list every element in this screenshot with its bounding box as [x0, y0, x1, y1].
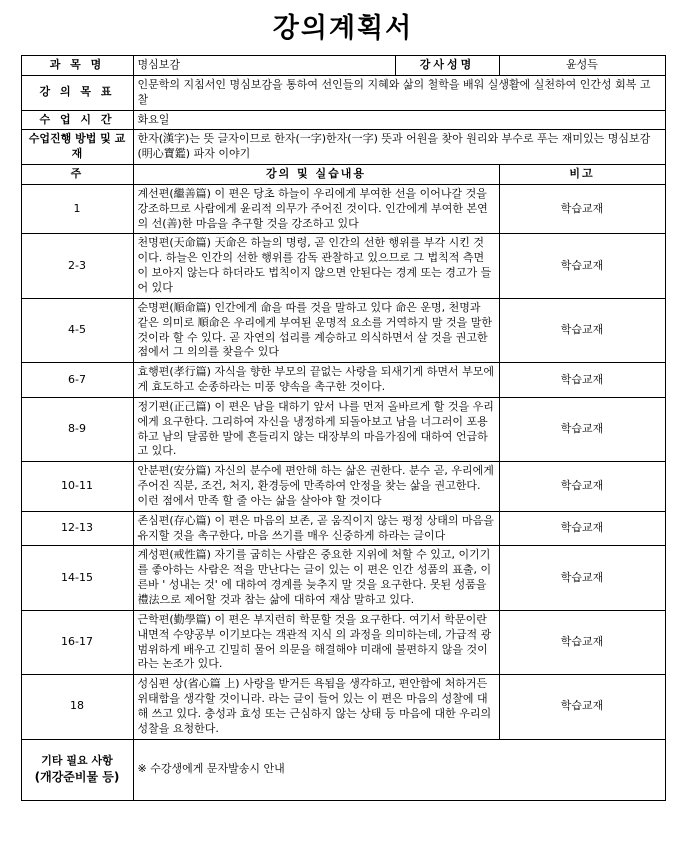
- table-row: [21, 397, 665, 461]
- note-cell: 학습교재: [499, 363, 665, 398]
- table-row: [21, 184, 665, 234]
- content-cell: 순명편(順命篇) 인간에게 命을 따를 것을 말하고 있다 命은 운명, 천명과 같은 의미로 順命은 우리에게 부여된 운명적 요소를 거역하지 말 것을 말한 것이라 할 수 있다. 곧 자연의 섭리를 계승하고 의식하면서 살 것을 권고한 점에서 그 의의를 찾을수 있다: [133, 298, 499, 362]
- content-cell: 효행편(孝行篇) 자식을 향한 부모의 끝없는 사랑을 되새기게 하면서 부모에게 효도하고 순종하라는 미풍 양속을 촉구한 것이다.: [133, 363, 499, 398]
- content-cell: 안분편(安分篇) 자신의 분수에 편안해 하는 삶은 권한다. 분수 곧, 우리에게 주어진 직분, 조건, 처지, 환경등에 만족하여 안정을 찾는 삶을 권고한다. 이런 점에서 만족 할 줄 아는 삶을 살아야 할 것이다: [133, 462, 499, 512]
- page-title: 강의계획서: [272, 13, 414, 44]
- week-cell: 16-17: [21, 610, 133, 674]
- note-cell: 학습교재: [499, 184, 665, 234]
- header-note: 비고: [499, 165, 665, 185]
- note-cell: 학습교재: [499, 234, 665, 298]
- goal-label: 강 의 목 표: [21, 75, 133, 110]
- etc-label-main: 기타 필요 사항: [41, 754, 113, 768]
- content-cell: 계선편(繼善篇) 이 편은 당초 하늘이 우리에게 부여한 선을 이어나갈 것을 강조하므로 사람에게 윤리적 의무가 주어진 것이다. 인간에게 부여한 본연의 선(善)한 마음을 추구할 것을 강조하고 있다: [133, 184, 499, 234]
- table-row-time: [21, 110, 665, 130]
- table-row: [21, 610, 665, 674]
- class-time-value: 화요일: [133, 110, 665, 130]
- class-time-label: 수 업 시 간: [21, 110, 133, 130]
- week-cell: 14-15: [21, 546, 133, 610]
- week-cell: 18: [21, 675, 133, 739]
- syllabus-table: [21, 55, 666, 801]
- etc-label: [21, 739, 133, 800]
- table-row: [21, 234, 665, 298]
- method-value: 한자(漢字)는 뜻 글자이므로 한자(一字)한자(一字) 뜻과 어원을 찾아 원리와 부수로 푸는 재미있는 명심보감(明心寶鑑) 파자 이야기: [133, 130, 665, 165]
- week-cell: 2-3: [21, 234, 133, 298]
- table-row: [21, 511, 665, 546]
- table-row-method: [21, 130, 665, 165]
- etc-value: ※ 수강생에게 문자발송시 안내: [133, 739, 665, 800]
- content-cell: 성심편 상(省心篇 上) 사랑을 받거든 욕됨을 생각하고, 편안함에 처하거든 위태함을 생각할 것이니라. 라는 글이 들어 있는 이 편은 마음의 성찰에 대해 쓰고 있다. 충성과 효성 또는 근심하지 않는 상태 등 마음에 대한 우리의 성찰을 요청한다.: [133, 675, 499, 739]
- table-row: [21, 462, 665, 512]
- week-cell: 1: [21, 184, 133, 234]
- week-cell: 10-11: [21, 462, 133, 512]
- table-header-row: [21, 165, 665, 185]
- content-cell: 천명편(天命篇) 天命은 하늘의 명령, 곧 인간의 선한 행위를 부각 시킨 것이다. 하늘은 인간의 선한 행위를 감독 관찰하고 있으므로 그 법칙적 측면이 보아지 않는다 하더라도 법칙이지 않으면 안된다는 경계 또는 경고가 들어 있다: [133, 234, 499, 298]
- subject-value: 명심보감: [133, 56, 395, 76]
- header-content: 강의 및 실습내용: [133, 165, 499, 185]
- content-cell: 근학편(勤學篇) 이 편은 부지런히 학문할 것을 요구한다. 여기서 학문이란 내면적 수양공부 이기보다는 객관적 지식 의 과정을 의미하는데, 가급적 광범위하게 배우고 긴밀히 물어 의문을 해결해야 미래에 불편하지 않을 것이라는 논조가 있다.: [133, 610, 499, 674]
- method-label: 수업진행 방법 및 교재: [21, 130, 133, 165]
- table-row: [21, 675, 665, 739]
- week-cell: 4-5: [21, 298, 133, 362]
- content-cell: 존심편(存心篇) 이 편은 마음의 보존, 곧 움직이지 않는 평정 상태의 마음을 유지할 것을 촉구한다, 마음 쓰기를 매우 신중하게 하라는 글이다: [133, 511, 499, 546]
- etc-label-sub: (개강준비물 등): [34, 769, 120, 784]
- week-cell: 12-13: [21, 511, 133, 546]
- table-row: [21, 363, 665, 398]
- note-cell: 학습교재: [499, 675, 665, 739]
- content-cell: 계성편(戒性篇) 자기를 굽히는 사람은 중요한 지위에 처할 수 있고, 이기기를 좋아하는 사람은 적을 만난다는 글이 있는 이 편은 인간 성품의 표출, 이른바 ' 성내는 것' 에 대하여 경계를 늦추지 말 것을 요구한다. 못된 성품을 禮法으로 제어할 것과 참는 삶에 대하여 재삼 말하고 있다.: [133, 546, 499, 610]
- table-row: [21, 546, 665, 610]
- content-cell: 정기편(正己篇) 이 편은 남을 대하기 앞서 나를 먼저 올바르게 할 것을 우리에게 요구한다. 그리하여 자신을 냉정하게 되돌아보고 남을 너그러이 포용하고 남의 달콤한 말에 흔들리지 않는 대장부의 마음가짐에 대하여 언급하고 있다.: [133, 397, 499, 461]
- note-cell: 학습교재: [499, 397, 665, 461]
- week-cell: 6-7: [21, 363, 133, 398]
- subject-label: 과 목 명: [21, 56, 133, 76]
- note-cell: 학습교재: [499, 462, 665, 512]
- week-cell: 8-9: [21, 397, 133, 461]
- instructor-label: 강사성명: [395, 56, 499, 76]
- note-cell: 학습교재: [499, 511, 665, 546]
- goal-value: 인문학의 지침서인 명심보감을 통하여 선인들의 지혜와 삶의 철학을 배워 실생활에 실천하여 인간성 회복 고찰: [133, 75, 665, 110]
- table-row-subject: [21, 56, 665, 76]
- table-row-goal: [21, 75, 665, 110]
- note-cell: 학습교재: [499, 298, 665, 362]
- instructor-value: 윤성득: [499, 56, 665, 76]
- note-cell: 학습교재: [499, 546, 665, 610]
- header-week: 주: [21, 165, 133, 185]
- table-row-footer: [21, 739, 665, 800]
- table-row: [21, 298, 665, 362]
- note-cell: 학습교재: [499, 610, 665, 674]
- document-page: [0, 6, 686, 850]
